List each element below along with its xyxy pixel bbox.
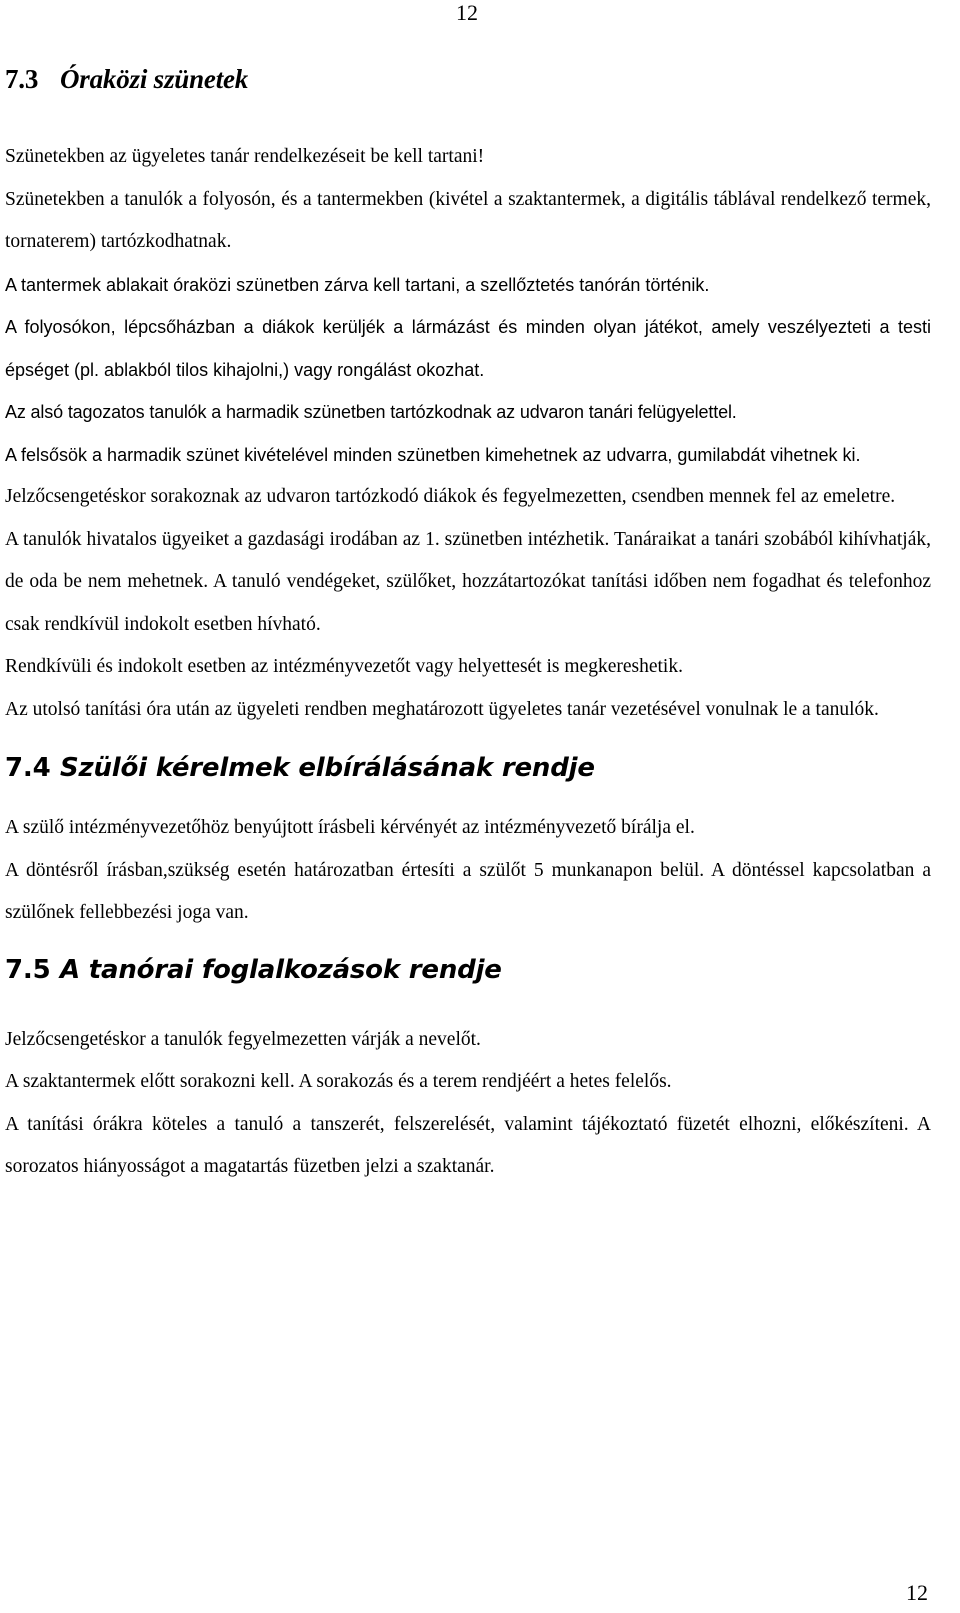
document-body (5, 64, 931, 1189)
paragraph: Szünetekben az ügyeletes tanár rendelkezéseit be kell tartani! (5, 146, 485, 167)
page-number-top: 12 (456, 0, 478, 25)
paragraph: A tantermek ablakait óraközi szünetben zárva kell tartani, a szellőztetés tanórán történik. (5, 274, 710, 295)
section-heading-7-4 (5, 753, 931, 783)
section-title: Óraközi szünetek (60, 64, 249, 94)
paragraph: Az utolsó tanítási óra után az ügyeleti rendben meghatározott ügyeletes tanár vezetésével vonulnak le a tanulók. (5, 698, 879, 720)
paragraph: A szaktantermek előtt sorakozni kell. A sorakozás és a terem rendjéért a hetes felelős. (5, 1071, 672, 1092)
paragraph: Az alsó tagozatos tanulók a harmadik szünetben tartózkodnak az udvaron tanári felügyelettel. (5, 402, 737, 422)
paragraph: A felsősök a harmadik szünet kivételével minden szünetben kimehetnek az udvarra, gumilabdát vihetnek ki. (5, 444, 861, 465)
paragraph: Jelzőcsengetéskor a tanulók fegyelmezetten várják a nevelőt. (5, 1028, 481, 1050)
page-number-bottom: 12 (906, 1580, 928, 1605)
section-title: A tanórai foglalkozások rendje (60, 954, 502, 985)
paragraph: Rendkívüli és indokolt esetben az intézményvezetőt vagy helyettesét is megkereshetik. (5, 656, 683, 677)
paragraph: A tanulók hivatalos ügyeiket a gazdasági irodában az 1. szünetben intézhetik. Tanáraikat a tanári szobából kihívhatják, de oda be nem mehetnek. A tanuló vendégeket, szülőket, hozzátartozókat tanítási időben nem fogadhat és telefonhoz csak rendkívül indokolt esetben hívható. (5, 528, 931, 635)
section-number: 7.3 (5, 64, 39, 94)
paragraph: A tanítási órákra köteles a tanuló a tanszerét, felszerelését, valamint tájékoztató füzetét elhozni, előkészíteni. A sorozatos hiányosságot a magatartás füzetben jelzi a szaktanár. (5, 1113, 931, 1177)
section-heading-7-3 (5, 64, 931, 94)
section-heading-7-5 (5, 955, 931, 985)
paragraph: A folyosókon, lépcsőházban a diákok kerüljék a lármázást és minden olyan játékot, amely veszélyezteti a testi épséget (pl. ablakból tilos kihajolni,) vagy rongálást okozhat. (5, 317, 931, 380)
paragraph: Szünetekben a tanulók a folyosón, és a tantermekben (kivétel a szaktantermek, a digitális táblával rendelkező termek, tornaterem) tartózkodhatnak. (5, 188, 931, 252)
paragraph: Jelzőcsengetéskor sorakoznak az udvaron tartózkodó diákok és fegyelmezetten, csendben mennek fel az emeletre. (5, 486, 896, 507)
paragraph: A döntésről írásban,szükség esetén határozatban értesíti a szülőt 5 munkanapon belül. A döntéssel kapcsolatban a szülőnek fellebbezési joga van. (5, 859, 931, 923)
section-title: Szülői kérelmek elbírálásának rendje (60, 753, 595, 783)
section-number: 7.4 (5, 753, 51, 783)
paragraph: A szülő intézményvezetőhöz benyújtott írásbeli kérvényét az intézményvezető bírálja el. (5, 817, 695, 838)
section-number: 7.5 (5, 954, 51, 985)
